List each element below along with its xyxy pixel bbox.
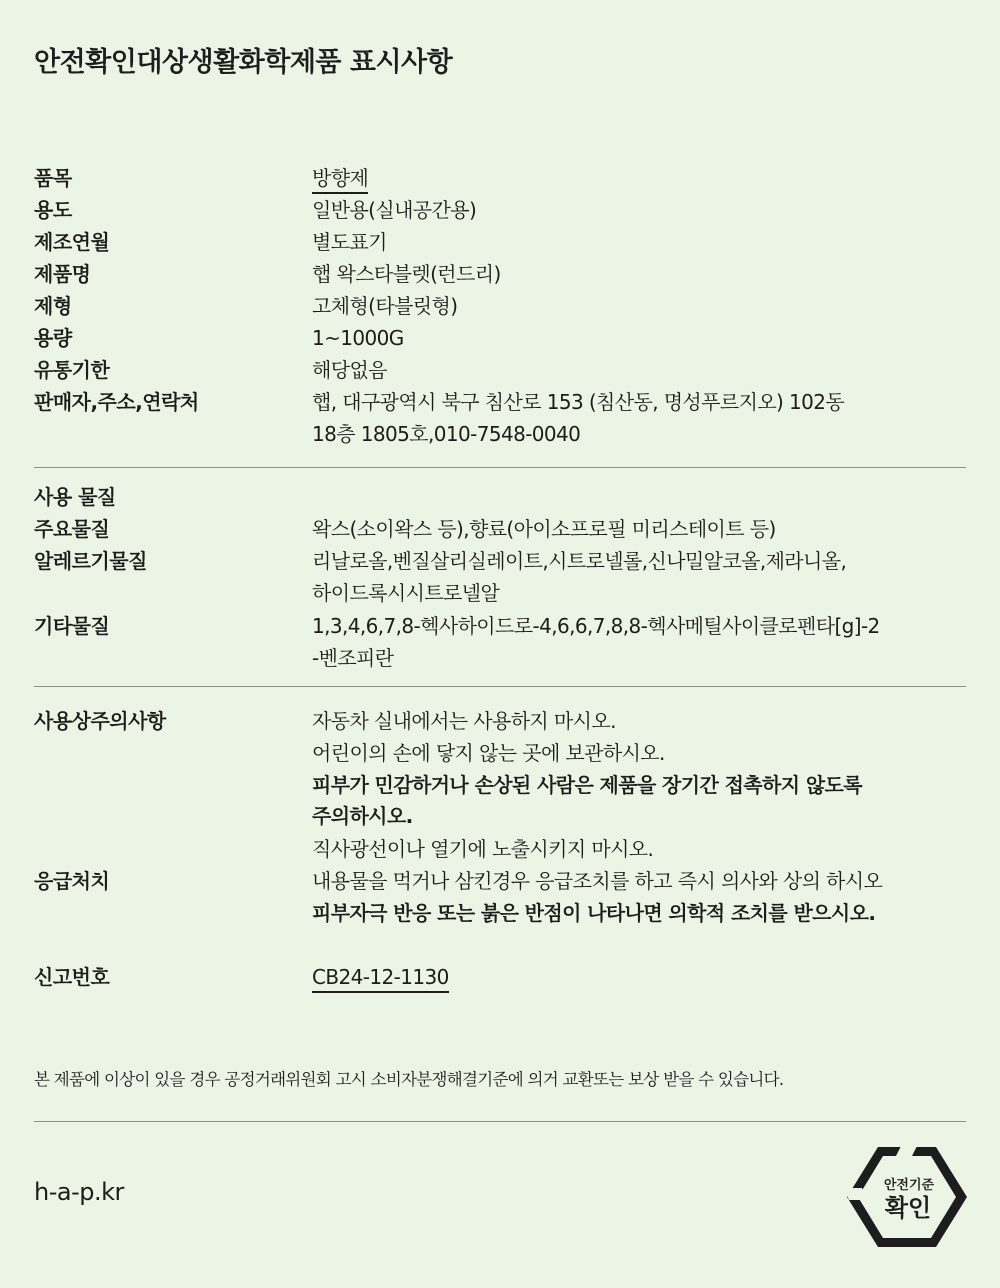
info-value: 별도표기 — [312, 230, 387, 254]
report-number-value: CB24-12-1130 — [312, 965, 449, 993]
caution-row — [34, 769, 966, 801]
info-row-manufacture-date — [34, 226, 966, 258]
divider — [34, 1121, 966, 1122]
substance-value: 1,3,4,6,7,8-헥사하이드로-4,6,6,7,8,8-헥사메틸사이클로펜타[g]-2 — [312, 614, 880, 638]
report-number-row — [34, 961, 966, 993]
first-aid-label: 응급처치 — [34, 869, 110, 893]
consumer-notice: 본 제품에 이상이 있을 경우 공정거래위원회 고시 소비자분쟁해결기준에 의거 교환또는 보상 받을 수 있습니다. — [34, 1070, 784, 1089]
info-row-capacity — [34, 322, 966, 354]
info-value: 햅, 대구광역시 북구 침산로 153 (침산동, 명성푸르지오) 102동 — [312, 390, 845, 414]
info-label: 품목 — [34, 166, 72, 190]
info-label: 제형 — [34, 294, 72, 318]
info-value: 햅 왁스타블렛(런드리) — [312, 262, 501, 286]
caution-line: 자동차 실내에서는 사용하지 마시오. — [312, 709, 616, 733]
info-value: 해당없음 — [312, 358, 387, 382]
info-label: 제품명 — [34, 262, 91, 286]
info-label: 용도 — [34, 198, 72, 222]
report-number-label: 신고번호 — [34, 965, 110, 989]
mark-big-text: 확인 — [884, 1194, 932, 1222]
info-row-product-name — [34, 258, 966, 290]
caution-row — [34, 833, 966, 865]
first-aid-row — [34, 897, 966, 929]
caution-row — [34, 800, 966, 832]
substances-heading-row — [34, 481, 966, 513]
website-link[interactable]: h-a-p.kr — [34, 1178, 124, 1206]
divider — [34, 686, 966, 687]
mark-small-text: 안전기준 — [883, 1178, 935, 1193]
info-row-item — [34, 162, 966, 194]
info-row-expiry — [34, 354, 966, 386]
info-row-seller — [34, 386, 966, 418]
substance-row-main — [34, 513, 966, 545]
caution-line-bold: 피부가 민감하거나 손상된 사람은 제품을 장기간 접촉하지 않도록 — [312, 773, 862, 797]
substance-label: 기타물질 — [34, 614, 110, 638]
caution-line-bold: 주의하시오. — [312, 804, 413, 828]
info-row-usage — [34, 194, 966, 226]
divider — [34, 467, 966, 468]
caution-line: 어린이의 손에 닿지 않는 곳에 보관하시오. — [312, 741, 665, 765]
substance-value: -벤조피란 — [312, 646, 394, 670]
substance-label: 알레르기물질 — [34, 549, 147, 573]
substance-label: 주요물질 — [34, 517, 110, 541]
info-label: 제조연월 — [34, 230, 110, 254]
info-label: 유통기한 — [34, 358, 110, 382]
substance-row-other — [34, 610, 966, 642]
substance-row-allergen — [34, 545, 966, 577]
section-heading: 사용 물질 — [34, 485, 116, 509]
info-value: 1~1000G — [312, 326, 404, 350]
info-label: 판매자,주소,연락처 — [34, 390, 199, 414]
info-value: 18층 1805호,010-7548-0040 — [312, 422, 581, 446]
substance-row-allergen-cont — [34, 577, 966, 609]
substance-value: 왁스(소이왁스 등),향료(아이소프로필 미리스테이트 등) — [312, 517, 776, 541]
safety-confirmed-mark-icon — [844, 1144, 970, 1250]
first-aid-line-bold: 피부자극 반응 또는 붉은 반점이 나타나면 의학적 조치를 받으시오. — [312, 901, 876, 925]
info-label: 용량 — [34, 326, 72, 350]
info-value: 고체형(타블릿형) — [312, 294, 458, 318]
info-row-seller-cont — [34, 418, 966, 450]
substance-value: 리날로올,벤질살리실레이트,시트로넬롤,신나밀알코올,제라니올, — [312, 549, 847, 573]
item-value: 방향제 — [312, 166, 368, 194]
substance-value: 하이드록시시트로넬알 — [312, 581, 500, 605]
info-value: 일반용(실내공간용) — [312, 198, 477, 222]
page-title: 안전확인대상생활화학제품 표시사항 — [34, 47, 453, 78]
info-row-form — [34, 290, 966, 322]
first-aid-row — [34, 865, 966, 897]
substance-row-other-cont — [34, 642, 966, 674]
first-aid-line: 내용물을 먹거나 삼킨경우 응급조치를 하고 즉시 의사와 상의 하시오 — [312, 869, 883, 893]
caution-line: 직사광선이나 열기에 노출시키지 마시오. — [312, 837, 654, 861]
caution-label: 사용상주의사항 — [34, 709, 166, 733]
caution-row — [34, 737, 966, 769]
caution-row — [34, 705, 966, 737]
